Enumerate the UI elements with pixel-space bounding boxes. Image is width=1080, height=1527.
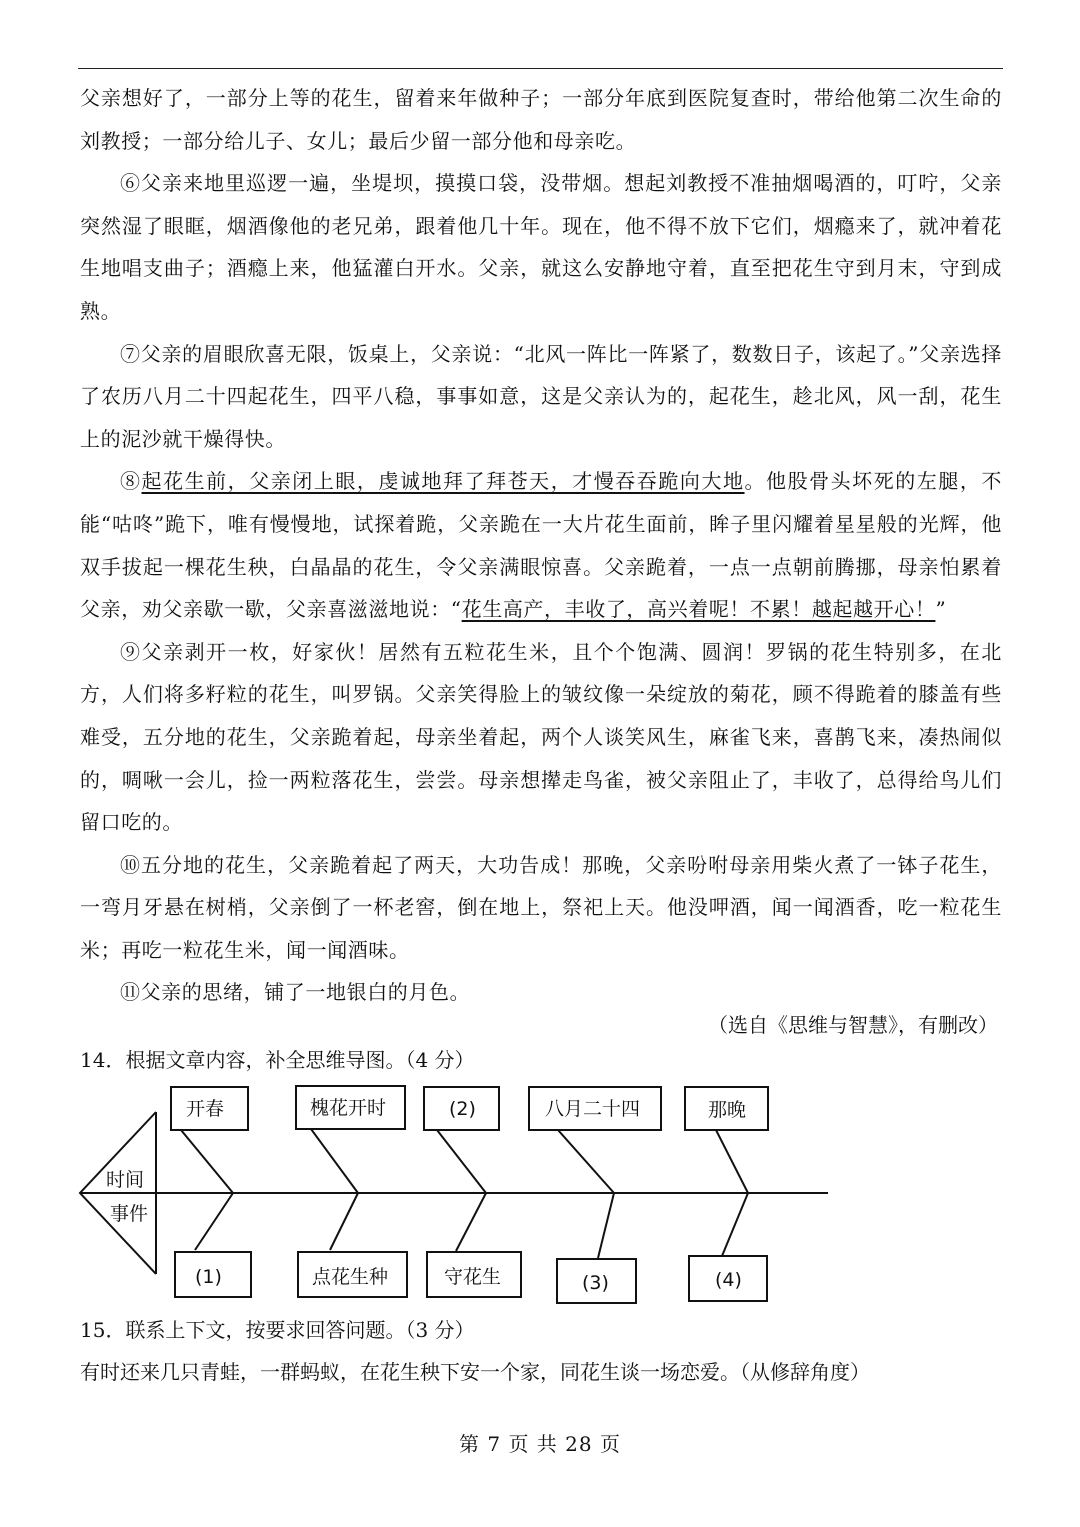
paragraph [80,77,1002,162]
branch-bottom-1 [195,1193,233,1250]
underlined-sentence: 起花生前，父亲闭上眼，虔诚地拜了拜苍天，才慢吞吞跪向大地 [141,469,745,494]
bottom-box-4 [557,1259,636,1303]
article-text [80,77,1002,1014]
head-label-event: 事件 [110,1203,149,1225]
paragraph-text: ⑥父亲来地里巡逻一遍，坐堤坝，摸摸口袋，没带烟。想起刘教授不准抽烟喝酒的，叮咛，父亲突然湿了眼眶，烟酒像他的老兄弟，跟着他几十年。现在，他不得不放下它们，烟瘾来了，就冲着花生地唱支曲子；酒瘾上来，他猛灌白开水。父亲，就这么安静地守着，直至把花生守到月末，守到成熟。 [80,171,1002,323]
branch-top-3 [437,1130,486,1193]
head-label-time: 时间 [106,1169,145,1191]
paragraph-text: ⑪父亲的思绪，铺了一地银白的月色。 [120,980,471,1005]
branch-bottom-5 [722,1193,748,1256]
source-note: （选自《思维与智慧》，有删改） [708,1013,998,1037]
bottom-box-5 [689,1256,767,1301]
branch-bottom-4 [598,1193,614,1258]
top-box-3 [424,1087,499,1130]
paragraph-text: ⑨父亲剥开一枚，好家伙！居然有五粒花生米，且个个饱满、圆润！罗锅的花生特别多，在北方，人们将多籽粒的花生，叫罗锅。父亲笑得脸上的皱纹像一朵绽放的菊花，顾不得跪着的膝盖有些难受，五分地的花生，父亲跪着起，母亲坐着起，两个人谈笑风生，麻雀飞来，喜鹊飞来，凑热闹似的，啁啾一会儿，捡一两粒落花生，尝尝。母亲想撵走鸟雀，被父亲阻止了，丰收了，总得给鸟儿们留口吃的。 [80,639,1002,835]
paragraph [80,460,1002,630]
branch-top-5 [716,1130,748,1193]
bottom-box-1-label: (1) [195,1266,222,1288]
top-box-2-label: 槐花开时 [310,1097,387,1119]
question-14: 14．根据文章内容，补全思维导图。（4 分） [80,1048,475,1072]
paragraph-text: 父亲想好了，一部分上等的花生，留着来年做种子；一部分年底到医院复查时，带给他第二次生命的刘教授；一部分给儿子、女儿；最后少留一部分他和母亲吃。 [80,86,1002,153]
header-rule [78,68,1003,69]
bottom-box-4-label: (3) [582,1272,609,1294]
fishbone-mindmap [0,1078,1080,1308]
page-number: 第 7 页 共 28 页 [459,1432,621,1456]
question-15: 15．联系上下文，按要求回答问题。（3 分） [80,1318,475,1342]
underlined-sentence: 花生高产，丰收了，高兴着呢！不累！越起越开心！ [461,597,936,622]
top-box-1 [171,1087,248,1130]
top-box-5-label: 那晚 [708,1099,747,1121]
top-box-1-label: 开春 [186,1098,225,1120]
paragraph [80,844,1002,972]
bottom-box-1 [175,1252,251,1297]
paragraph [80,631,1002,844]
branch-bottom-2 [330,1193,358,1250]
paragraph-text: ⑧ [120,469,142,494]
branch-top-2 [311,1129,358,1193]
paragraph-text: ⑦父亲的眉眼欣喜无限，饭桌上，父亲说：“北风一阵比一阵紧了，数数日子，该起了。”父亲选择了农历八月二十四起花生，四平八稳，事事如意，这是父亲认为的，起花生，趁北风，风一刮，花生上的泥沙就干燥得快。 [80,341,1002,451]
paragraph [80,162,1002,332]
bottom-box-3-label: 守花生 [444,1266,502,1288]
bottom-box-2-label: 点花生种 [312,1266,389,1288]
top-box-3-label: (2) [449,1098,476,1120]
paragraph [80,333,1002,461]
paragraph-text: ⑩五分地的花生，父亲跪着起了两天，大功告成！那晚，父亲吩咐母亲用柴火煮了一钵子花生，一弯月牙悬在树梢，父亲倒了一杯老窖，倒在地上，祭祀上天。他没呷酒，闻一闻酒香，吃一粒花生米；再吃一粒花生米，闻一闻酒味。 [80,852,1002,962]
branch-top-1 [181,1130,233,1193]
question-15-sentence: 有时还来几只青蛙，一群蚂蚁，在花生秧下安一个家，同花生谈一场恋爱。（从修辞角度） [80,1360,870,1384]
top-box-4 [529,1087,661,1130]
paragraph-text: 。他股骨头坏死的左腿，不能“咕咚”跪下，唯有慢慢地，试探着跪，父亲跪在一大片花生面前，眸子里闪耀着星星般的光辉，他双手拔起一棵花生秧，白晶晶的花生，令父亲满眼惊喜。父亲跪着，一点一点朝前腾挪，母亲怕累着父亲，劝父亲歇一歇，父亲喜滋滋地说：“ [80,469,1002,622]
top-box-5 [685,1087,768,1130]
bottom-box-2 [298,1252,407,1297]
top-box-2 [296,1086,405,1129]
top-box-4-label: 八月二十四 [545,1098,641,1120]
bottom-box-5-label: (4) [715,1269,742,1291]
paragraph-text: ” [935,597,947,622]
bottom-box-3 [427,1252,521,1297]
branch-bottom-3 [456,1193,486,1251]
branch-top-4 [558,1130,614,1193]
